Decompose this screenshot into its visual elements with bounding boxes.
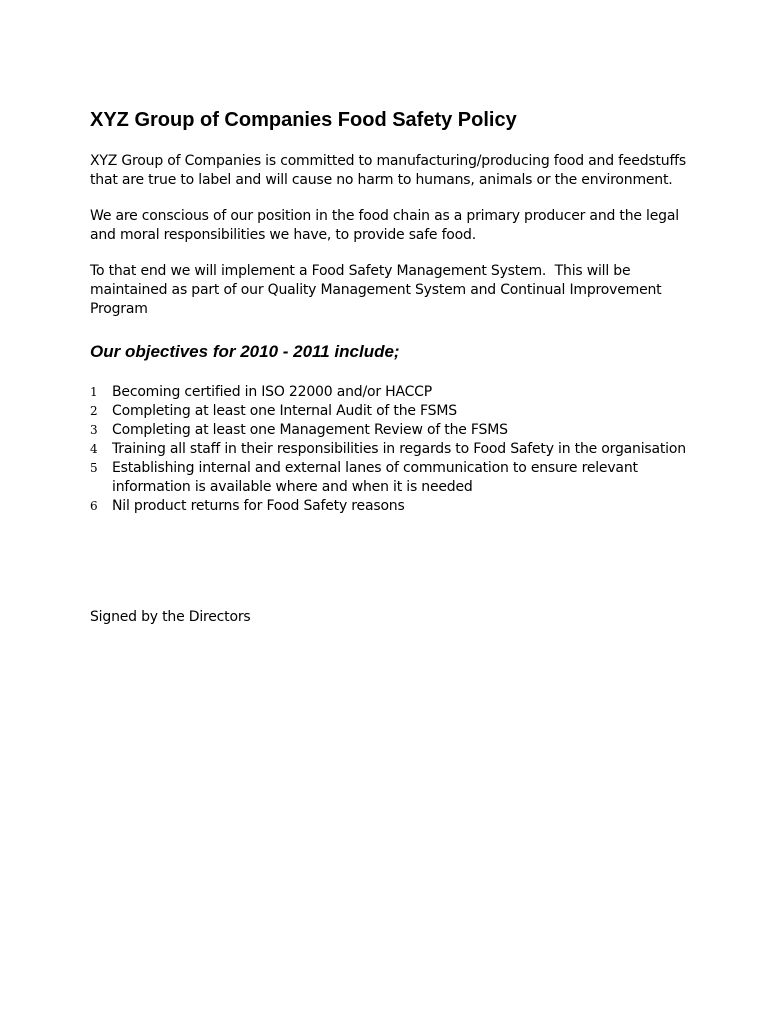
list-item (90, 383, 690, 402)
document-title: XYZ Group of Companies Food Safety Policy (90, 109, 517, 131)
list-item-text: Becoming certified in ISO 22000 and/or HACCP (112, 384, 432, 400)
list-item-text: Establishing internal and external lanes of communication to ensure relevant information is available where and when it is needed (112, 460, 638, 495)
objectives-heading: Our objectives for 2010 - 2011 include; (90, 342, 400, 361)
list-item-number: 4 (90, 442, 98, 456)
list-item-number: 3 (90, 423, 98, 437)
list-item (90, 497, 690, 516)
list-item (90, 459, 690, 497)
list-item-number: 6 (90, 499, 98, 513)
list-item (90, 421, 690, 440)
list-item (90, 402, 690, 421)
objectives-list (90, 383, 690, 516)
list-item-number: 1 (90, 385, 98, 399)
fsms-paragraph: To that end we will implement a Food Safety Management System. This will be maintained as part of our Quality Management System and Continual Improvement Program (90, 263, 666, 317)
food-chain-paragraph: We are conscious of our position in the food chain as a primary producer and the legal and moral responsibilities we have, to provide safe food. (90, 208, 679, 243)
policy-document (90, 108, 690, 516)
list-item-text: Completing at least one Internal Audit of the FSMS (112, 403, 457, 419)
list-item (90, 440, 690, 459)
list-item-text: Training all staff in their responsibilities in regards to Food Safety in the organisation (112, 441, 686, 457)
signature-line: Signed by the Directors (90, 609, 251, 625)
list-item-text: Nil product returns for Food Safety reasons (112, 498, 405, 514)
intro-paragraph: XYZ Group of Companies is committed to manufacturing/producing food and feedstuffs that are true to label and will cause no harm to humans, animals or the environment. (90, 153, 687, 188)
list-item-number: 5 (90, 461, 98, 475)
list-item-number: 2 (90, 404, 98, 418)
list-item-text: Completing at least one Management Review of the FSMS (112, 422, 508, 438)
